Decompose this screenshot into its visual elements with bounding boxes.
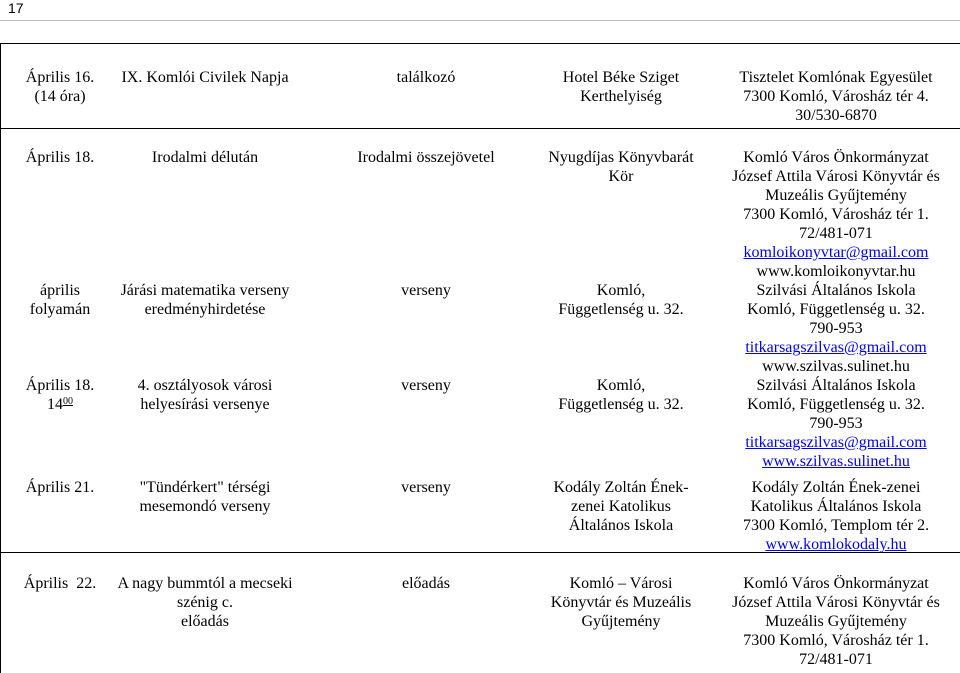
venue-cell: Komló, Függetlenség u. 32. — [558, 377, 684, 413]
event-time: $14^{00}$ — [47, 396, 73, 413]
page-number: 17 — [8, 0, 24, 16]
venue-cell: Hotel Béke Sziget Kerthelyiség — [562, 69, 680, 105]
venue-cell: Kodály Zoltán Ének- zenei Katolikus Általános Iskola — [553, 479, 689, 534]
website-link[interactable]: www.szilvas.sulinet.hu — [762, 453, 910, 470]
organizer-cell: Kodály Zoltán Ének-zenei Katolikus Általános Iskola 7300 Komló, Templom tér 2. www.komlokodaly.hu — [742, 479, 930, 553]
date-cell: Április 18. — [25, 149, 95, 166]
organizer-cell: Tisztelet Komlónak Egyesület 7300 Komló, Városház tér 4. 30/530-6870 — [739, 69, 933, 124]
venue-cell: Komló – Városi Könyvtár és Muzeális Gyűjtemény — [550, 575, 692, 630]
type-cell: találkozó — [396, 69, 456, 86]
event-cell: A nagy bummtól a mecseki szénig c. előadás — [117, 575, 293, 630]
type-cell: verseny — [401, 377, 451, 394]
date-cell: Április 22. — [23, 575, 97, 592]
event-cell: "Tündérkert" térségi mesemondó verseny — [139, 479, 271, 515]
organizer-cell: Komló Város Önkormányzat József Attila Városi Könyvtár és Muzeális Gyűjtemény 7300 Komló, Városház tér 1. 72/481-071 — [732, 575, 940, 668]
date-cell: Április 16. (14 óra) — [25, 69, 95, 105]
event-cell: Irodalmi délután — [151, 149, 259, 166]
organizer-cell: Komló Város Önkormányzat József Attila Városi Könyvtár és Muzeális Gyűjtemény 7300 Komló, Városház tér 1. 72/481-071 komloikonyvtar@gmail.com www.komloikonyvtar.hu — [732, 149, 940, 280]
event-cell: 4. osztályosok városi helyesírási versenye — [137, 377, 273, 413]
website-link[interactable]: www.komlokodaly.hu — [765, 536, 907, 553]
venue-cell: Komló, Függetlenség u. 32. — [558, 282, 684, 318]
date-cell: Április 18. $14^{00}$ — [1, 376, 119, 414]
organizer-cell: Szilvási Általános Iskola Komló, Függetlenség u. 32. 790-953 titkarsagszilvas@gmail.com www.szilvas.sulinet.hu — [745, 377, 927, 470]
event-cell: IX. Komlói Civilek Napja — [121, 69, 289, 86]
type-cell: verseny — [401, 479, 451, 496]
email-link[interactable]: titkarsagszilvas@gmail.com — [745, 339, 927, 356]
type-cell: Irodalmi összejövetel — [357, 149, 495, 166]
venue-cell: Nyugdíjas Könyvbarát Kör — [548, 149, 694, 185]
date-cell: Április 21. — [25, 479, 95, 496]
row-divider — [1, 43, 960, 44]
header-divider — [0, 20, 960, 21]
row-divider — [1, 128, 960, 129]
email-link[interactable]: titkarsagszilvas@gmail.com — [745, 434, 927, 451]
event-cell: Járási matematika verseny eredményhirdetése — [120, 282, 290, 318]
organizer-cell: Szilvási Általános Iskola Komló, Függetlenség u. 32. 790-953 titkarsagszilvas@gmail.com www.szilvas.sulinet.hu — [745, 282, 927, 375]
type-cell: verseny — [401, 282, 451, 299]
date-cell: április folyamán — [29, 282, 91, 318]
type-cell: előadás — [402, 575, 450, 592]
email-link[interactable]: komloikonyvtar@gmail.com — [743, 244, 929, 261]
events-table — [0, 43, 960, 673]
